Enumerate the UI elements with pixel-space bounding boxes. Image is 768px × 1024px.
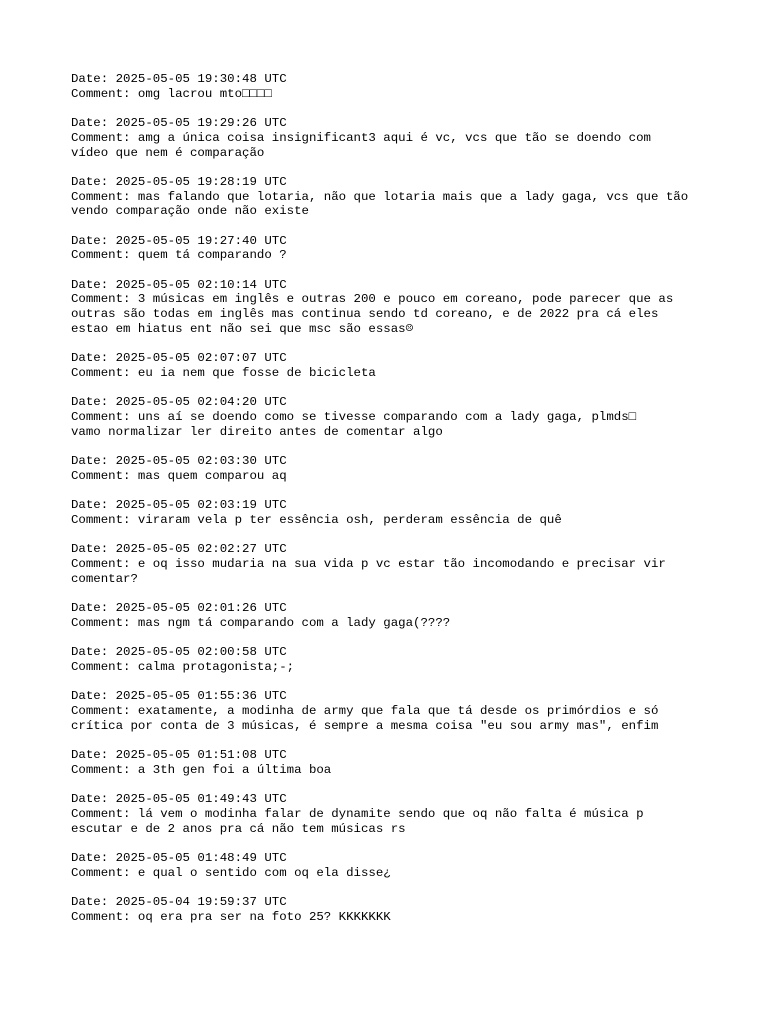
comment-date-value: 2025-05-05 02:07:07 UTC xyxy=(115,351,287,366)
comment-text-value: 3 músicas em inglês e outras 200 e pouco em coreano, pode parecer que as outras são todas em inglês mas continua sendo td coreano, e de 2022 pra cá eles estao em hiatus ent não sei que msc são essas☹ xyxy=(71,292,674,336)
comment-date-value: 2025-05-05 02:10:14 UTC xyxy=(115,277,287,292)
comment-text-label: Comment: xyxy=(71,806,138,821)
comment-text-value: e oq isso mudaria na sua vida p vc estar tão incomodando e precisar vir comentar? xyxy=(71,557,666,586)
comment-entry xyxy=(71,792,711,836)
comment-date xyxy=(71,278,711,293)
comment-text-label: Comment: xyxy=(71,909,138,924)
comment-text xyxy=(71,660,711,675)
comment-date-value: 2025-05-05 02:00:58 UTC xyxy=(115,645,287,660)
comment-text-label: Comment: xyxy=(71,189,138,204)
comment-text-label: Comment: xyxy=(71,512,138,527)
comment-entry xyxy=(71,689,711,733)
comment-entry xyxy=(71,542,711,586)
comment-date-value: 2025-05-05 02:04:20 UTC xyxy=(115,395,287,410)
comment-text xyxy=(71,910,711,925)
comment-text xyxy=(71,87,711,102)
comment-date xyxy=(71,395,711,410)
comment-date-label: Date: xyxy=(71,174,116,189)
comment-date xyxy=(71,175,711,190)
comment-date-value: 2025-05-05 02:03:19 UTC xyxy=(115,498,287,513)
comment-date-label: Date: xyxy=(71,851,116,866)
comment-date xyxy=(71,454,711,469)
comment-date-label: Date: xyxy=(71,792,116,807)
comment-text xyxy=(71,190,711,219)
comment-text-label: Comment: xyxy=(71,865,138,880)
comment-text-label: Comment: xyxy=(71,704,138,719)
comment-date-value: 2025-05-05 01:51:08 UTC xyxy=(115,748,287,763)
comment-date-label: Date: xyxy=(71,116,116,131)
comment-date-value: 2025-05-05 19:28:19 UTC xyxy=(115,174,287,189)
comment-date-label: Date: xyxy=(71,233,116,248)
comment-text xyxy=(71,513,711,528)
comment-entry xyxy=(71,175,711,219)
comment-entry xyxy=(71,498,711,527)
comment-text xyxy=(71,292,711,336)
comment-text xyxy=(71,410,711,439)
comment-date xyxy=(71,601,711,616)
comment-date-label: Date: xyxy=(71,645,116,660)
comment-date xyxy=(71,351,711,366)
comment-text xyxy=(71,557,711,586)
comment-entry xyxy=(71,72,711,101)
comment-entry xyxy=(71,454,711,483)
comment-text-value: mas quem comparou aq xyxy=(137,468,287,483)
comment-date xyxy=(71,748,711,763)
comment-date xyxy=(71,72,711,87)
comment-date-label: Date: xyxy=(71,895,116,910)
comment-entry xyxy=(71,278,711,337)
comment-date-label: Date: xyxy=(71,689,116,704)
comment-date-label: Date: xyxy=(71,72,116,86)
comment-text-value: lá vem o modinha falar de dynamite sendo que oq não falta é música p escutar e de 2 anos pra cá não tem músicas rs xyxy=(71,806,644,836)
comment-date-label: Date: xyxy=(71,748,116,763)
comment-text xyxy=(71,704,711,733)
comment-date-value: 2025-05-05 19:27:40 UTC xyxy=(115,233,287,248)
comment-text-label: Comment: xyxy=(71,557,138,572)
comment-entry xyxy=(71,234,711,263)
comment-date-value: 2025-05-04 19:59:37 UTC xyxy=(115,895,287,910)
comment-entry xyxy=(71,351,711,380)
comment-date-label: Date: xyxy=(71,542,116,557)
comment-text-value: amg a única coisa insignificant3 aqui é vc, vcs que tão se doendo com vídeo que nem é comparação xyxy=(71,130,651,160)
comment-date xyxy=(71,234,711,249)
comment-date-label: Date: xyxy=(71,277,116,292)
comment-date xyxy=(71,895,711,910)
comment-text xyxy=(71,131,711,160)
comment-date xyxy=(71,645,711,660)
comment-text-value: mas ngm tá comparando com a lady gaga(???? xyxy=(137,615,451,630)
comment-date xyxy=(71,851,711,866)
comment-date-value: 2025-05-05 02:01:26 UTC xyxy=(115,601,287,616)
comment-text-label: Comment: xyxy=(71,762,138,777)
comment-date-value: 2025-05-05 01:49:43 UTC xyxy=(115,792,287,807)
comment-text-label: Comment: xyxy=(71,248,138,263)
comment-entry xyxy=(71,645,711,674)
comment-date-value: 2025-05-05 01:55:36 UTC xyxy=(115,689,287,704)
comment-text xyxy=(71,807,711,836)
comment-entry xyxy=(71,748,711,777)
comment-text-value: uns aí se doendo como se tivesse comparando com a lady gaga, plmds□ vamo normalizar ler direito antes de comentar algo xyxy=(71,410,637,439)
comment-text-value: quem tá comparando ? xyxy=(137,248,287,263)
comment-text-value: e qual o sentido com oq ela disse¿ xyxy=(137,865,391,880)
comment-date-label: Date: xyxy=(71,395,116,410)
comment-date-value: 2025-05-05 01:48:49 UTC xyxy=(115,851,287,866)
comment-text-value: calma protagonista;-; xyxy=(137,659,295,674)
comment-date-value: 2025-05-05 02:03:30 UTC xyxy=(115,454,287,469)
comment-entry xyxy=(71,116,711,160)
comment-date-value: 2025-05-05 02:02:27 UTC xyxy=(115,542,287,557)
comment-text-label: Comment: xyxy=(71,86,138,101)
comment-text xyxy=(71,763,711,778)
comment-date xyxy=(71,498,711,513)
comment-date-label: Date: xyxy=(71,454,116,469)
comment-date xyxy=(71,792,711,807)
comment-text-value: exatamente, a modinha de army que fala que tá desde os primórdios e só crítica por conta de 3 músicas, é sempre a mesma coisa "eu sou army mas", enfim xyxy=(71,704,659,733)
comment-list xyxy=(71,72,711,939)
comment-text-value: oq era pra ser na foto 25? KKKKKKK xyxy=(137,909,391,924)
comment-entry xyxy=(71,601,711,630)
comment-date-label: Date: xyxy=(71,498,116,513)
comment-date-label: Date: xyxy=(71,601,116,616)
comment-text xyxy=(71,248,711,263)
comment-text-label: Comment: xyxy=(71,365,138,380)
comment-text xyxy=(71,469,711,484)
comment-text xyxy=(71,366,711,381)
comment-text-label: Comment: xyxy=(71,410,138,425)
comment-text-label: Comment: xyxy=(71,130,138,145)
comment-text-value: a 3th gen foi a última boa xyxy=(137,762,332,777)
comment-entry xyxy=(71,895,711,924)
comment-text xyxy=(71,616,711,631)
comment-text-value: mas falando que lotaria, não que lotaria mais que a lady gaga, vcs que tão vendo comparação onde não existe xyxy=(71,189,689,219)
comment-text-value: eu ia nem que fosse de bicicleta xyxy=(137,365,376,380)
comment-date-value: 2025-05-05 19:30:48 UTC xyxy=(115,72,287,86)
comment-date xyxy=(71,116,711,131)
comment-entry xyxy=(71,851,711,880)
comment-text xyxy=(71,866,711,881)
comment-entry xyxy=(71,395,711,439)
comment-date-label: Date: xyxy=(71,351,116,366)
comment-text-label: Comment: xyxy=(71,615,138,630)
comment-date xyxy=(71,689,711,704)
comment-text-label: Comment: xyxy=(71,659,138,674)
comment-text-value: viraram vela p ter essência osh, perderam essência de quê xyxy=(137,512,562,527)
comment-date-value: 2025-05-05 19:29:26 UTC xyxy=(115,116,287,131)
comment-text-label: Comment: xyxy=(71,468,138,483)
comment-date xyxy=(71,542,711,557)
comment-text-label: Comment: xyxy=(71,292,138,307)
comment-text-value: omg lacrou mto□□□□ xyxy=(137,86,272,101)
